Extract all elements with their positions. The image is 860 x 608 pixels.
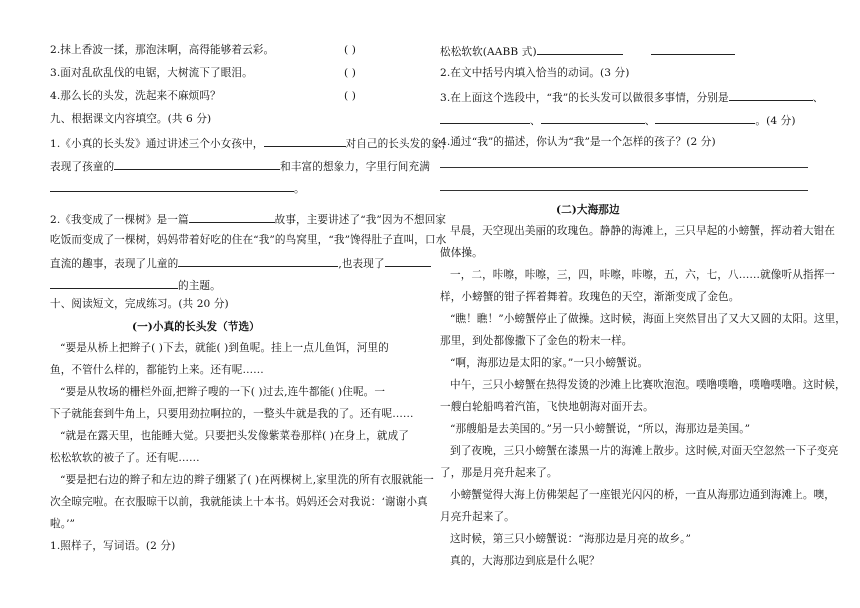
s9-2a: 2.《我变成了一棵树》是一篇: [50, 214, 189, 226]
passage-2-para-4: “啊，海那边是太阳的家。”一只小螃蟹说。: [450, 357, 649, 369]
passage-2-para-5: 中午，三只小螃蟹在热得发烫的沙滩上比赛吹泡泡。噗噜噗噜，噗噜噗噜。这时候，: [450, 379, 846, 391]
passage-1-para-2: “要是从牧场的栅栏外面,把辫子嗖的一下( )过去,连牛都能( )住呢。一: [60, 386, 386, 398]
blank-field[interactable]: [729, 89, 813, 101]
s9-1e: 。: [294, 183, 305, 195]
passage-2-para-5b: 一艘白轮船鸣着汽笛，飞快地朝海对面开去。: [440, 401, 654, 413]
question-3: 3.面对乱砍乱伐的电锯，大树流下了眼泪。: [50, 67, 253, 79]
blank-field[interactable]: [537, 43, 623, 55]
answer-line[interactable]: [440, 167, 808, 168]
blank-field[interactable]: [114, 158, 280, 170]
s9-item2-line3: [50, 255, 431, 271]
passage-2-para-7b: 了，那是月亮升起来了。: [440, 467, 558, 479]
r-q3d: 、: [644, 115, 656, 127]
s9-item2-line1: [50, 211, 446, 227]
r-q1-aabb: [440, 43, 735, 59]
blank-field[interactable]: [50, 277, 178, 289]
s9-1d: 和丰富的想象力，字里行间充满: [280, 161, 430, 173]
r-q2: 2.在文中括号内填入恰当的动词。(3 分): [440, 67, 630, 79]
s9-2b: 故事，主要讲述了“我”因为不想回家: [274, 214, 447, 226]
s9-2e: ,也表现了: [338, 258, 385, 270]
passage-2-para-3b: 那里，到处都像撒下了金色的粉末一样。: [440, 335, 633, 347]
passage-1-para-2b: 下子就能套到牛角上，只要用劲拉啊拉的，一整头牛就是我的了。还有呢……: [50, 408, 414, 420]
r-q3a: 3.在上面这个选段中，“我”的长头发可以做很多事情，分别是: [440, 92, 729, 104]
section-9-title: 九、根据课文内容填空。(共 6 分): [50, 113, 212, 125]
answer-paren-2[interactable]: ( ): [344, 44, 356, 56]
answer-paren-4[interactable]: ( ): [344, 90, 356, 102]
s9-1c: 表现了孩童的: [50, 161, 115, 173]
passage-2-para-1b: 做体操。: [440, 247, 483, 259]
blank-field[interactable]: [385, 255, 431, 267]
r-q3e: 。(4 分): [755, 115, 796, 127]
s9-2d: 直流的趣事，表现了儿童的: [50, 258, 179, 270]
passage-1-para-4: “要是把右边的辫子和左边的辫子绷紧了( )在两棵树上,家里洗的所有衣服就能一: [60, 474, 434, 486]
passage-2-para-3: “瞧！瞧！”小螃蟹停止了做操。这时候，海面上突然冒出了又大又圆的太阳。这里，: [450, 313, 847, 325]
blank-field[interactable]: [50, 180, 294, 192]
passage-2-para-7: 到了夜晚，三只小螃蟹在漆黑一片的海滩上散步。这时候,对面天空忽然一下子变亮: [450, 445, 839, 457]
passage-2-para-9: 这时候，第三只小螃蟹说：“海那边是月亮的故乡。”: [450, 533, 691, 545]
answer-paren-3[interactable]: ( ): [344, 67, 356, 79]
r-q3-line2: [440, 112, 796, 128]
blank-field[interactable]: [655, 112, 755, 124]
passage-1-para-4c: 啦。’”: [50, 518, 76, 530]
passage-2-title: (二)大海那边: [556, 204, 620, 216]
r-q1-label: 松松软软(AABB 式): [440, 46, 537, 58]
section-10-title: 十、阅读短文，完成练习。(共 20 分): [50, 298, 229, 310]
blank-field[interactable]: [189, 211, 275, 223]
s9-item1-line1: [50, 135, 452, 151]
blank-field[interactable]: [541, 112, 645, 124]
passage-1-para-1: “要是从桥上把辫子( )下去，就能( )到鱼呢。挂上一点儿鱼饵，河里的: [60, 342, 389, 354]
passage-2-para-6: “那艘船是去美国的。”另一只小螃蟹说，“所以，海那边是美国。”: [450, 423, 751, 435]
blank-field[interactable]: [440, 112, 530, 124]
s9-1b: 对自己的长头发的象，: [345, 138, 453, 150]
s9-item1-line3: [50, 180, 305, 196]
blank-field[interactable]: [264, 135, 346, 147]
passage-2-para-2: 一，二，咔嚓，咔嚓，三，四，咔嚓，咔嚓，五，六，七，八……就像听从指挥一: [450, 269, 835, 281]
passage-2-para-8b: 月亮升起来了。: [440, 511, 515, 523]
passage-1-para-3: “就是在露天里，也能睡大觉。只要把头发像紫菜卷那样( )在身上，就成了: [60, 430, 409, 442]
s9-item2-line2: 吃饭而变成了一棵树，妈妈带着好吃的住在“我”的鸟窝里，“我”馋得肚子直叫，口水: [50, 234, 447, 246]
s9-item1-line2: [50, 158, 430, 174]
passage-2-para-2b: 样，小螃蟹的钳子挥着舞着。玫瑰色的天空，渐渐变成了金色。: [440, 291, 740, 303]
s9-1a: 1.《小真的长头发》通过讲述三个小女孩中，: [50, 138, 264, 150]
r-q4: 4.通过“我”的描述，你认为“我”是一个怎样的孩子？(2 分): [440, 136, 716, 148]
passage-1-para-4b: 次全晾完啦。在衣服晾干以前，我就能读上十本书。妈妈还会对我说：‘谢谢小真: [50, 496, 428, 508]
s9-item2-line4: [50, 277, 221, 293]
r-q3b: 、: [812, 92, 824, 104]
passage-2-para-10: 真的，大海那边到底是什么呢？: [450, 555, 600, 567]
answer-line[interactable]: [440, 190, 808, 191]
blank-field[interactable]: [651, 43, 735, 55]
r-q3c: 、: [530, 115, 541, 127]
question-2: 2.抹上香波一揉，那泡沫啊，高得能够着云彩。: [50, 44, 275, 56]
passage-1-title: (一)小真的长头发（节选）: [132, 321, 260, 333]
r-q3-line1: [440, 89, 823, 105]
blank-field[interactable]: [178, 255, 338, 267]
passage-1-para-3b: 松松软软的被子了。还有呢……: [50, 452, 200, 464]
passage-1-para-1b: 鱼，不管什么样的，都能钓上来。还有呢……: [50, 364, 264, 376]
question-1-words: 1.照样子，写词语。(2 分): [50, 540, 176, 552]
question-4: 4.那么长的头发，洗起来不麻烦吗？: [50, 90, 221, 102]
s9-2f: 的主题。: [178, 280, 221, 292]
passage-2-para-1: 早晨，天空现出美丽的玫瑰色。静静的海滩上，三只早起的小螃蟹，挥动着大钳在: [450, 225, 835, 237]
passage-2-para-8: 小螃蟹觉得大海上仿佛架起了一座银光闪闪的桥，一直从海那边通到海滩上。噢，: [450, 489, 835, 501]
